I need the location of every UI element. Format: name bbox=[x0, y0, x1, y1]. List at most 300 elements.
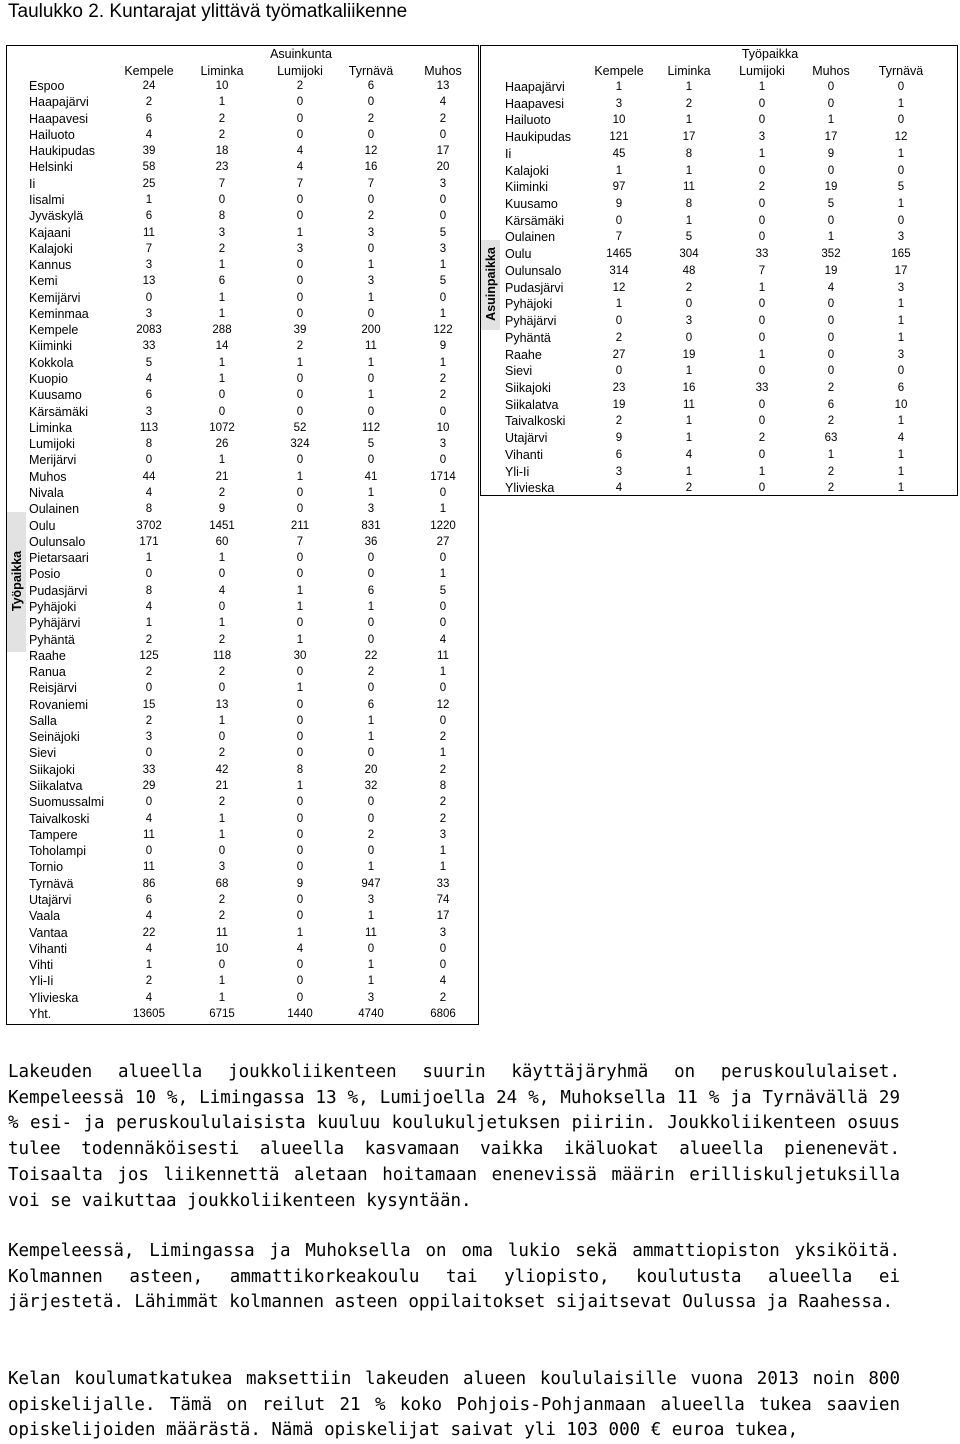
table-cell: 1 bbox=[218, 617, 226, 630]
row-label: Pudasjärvi bbox=[29, 583, 88, 598]
table-cell: 0 bbox=[758, 398, 766, 411]
table-row bbox=[481, 347, 957, 364]
table-cell: 3 bbox=[439, 438, 447, 451]
table-row bbox=[7, 111, 478, 127]
table-cell: 20 bbox=[436, 161, 450, 174]
row-label: Seinäjoki bbox=[29, 730, 80, 745]
table-cell: 33 bbox=[142, 340, 156, 353]
table-cell: 4 bbox=[218, 584, 226, 597]
row-label: Pyhäjoki bbox=[29, 599, 77, 614]
table-row bbox=[7, 550, 478, 566]
table-cell: 2 bbox=[218, 666, 226, 679]
table-cell: 0 bbox=[296, 731, 304, 744]
table-cell: 0 bbox=[827, 81, 835, 93]
row-label: Kuopio bbox=[29, 372, 68, 387]
table-cell: 0 bbox=[439, 942, 447, 955]
table-cell: 0 bbox=[218, 193, 226, 206]
table-cell: 33 bbox=[436, 877, 450, 890]
table-cell: 0 bbox=[758, 482, 766, 495]
table-cell: 21 bbox=[215, 470, 229, 483]
table-row bbox=[7, 876, 478, 892]
table-cell: 5 bbox=[827, 198, 835, 211]
table-cell: 0 bbox=[758, 331, 766, 344]
table-cell: 0 bbox=[439, 128, 447, 141]
table-cell: 3 bbox=[615, 465, 623, 478]
row-label: Oulainen bbox=[29, 502, 80, 517]
table-row bbox=[7, 322, 478, 338]
table-row bbox=[7, 859, 478, 875]
table-cell: 17 bbox=[436, 145, 450, 158]
table-cell: 0 bbox=[296, 666, 304, 679]
table-cell: 4 bbox=[145, 373, 153, 386]
table-cell: 12 bbox=[436, 698, 450, 711]
table-cell: 8 bbox=[145, 584, 153, 597]
table-cell: 1 bbox=[615, 81, 623, 93]
table-cell: 1072 bbox=[209, 421, 235, 434]
table-cell: 1 bbox=[439, 845, 447, 858]
table-row bbox=[7, 973, 478, 989]
table-cell: 0 bbox=[439, 193, 447, 206]
table-cell: 1 bbox=[827, 114, 835, 127]
row-label: Jyväskylä bbox=[29, 209, 84, 224]
table-cell: 2 bbox=[439, 112, 447, 125]
table-cell: 1 bbox=[218, 454, 226, 467]
table-row bbox=[7, 159, 478, 175]
table-cell: 0 bbox=[758, 415, 766, 428]
table-cell: 4 bbox=[897, 432, 905, 445]
table-cell: 19 bbox=[824, 181, 838, 194]
table-cell: 0 bbox=[296, 552, 304, 565]
table-cell: 1 bbox=[218, 714, 226, 727]
table-cell: 2 bbox=[296, 340, 304, 353]
table-cell: 1 bbox=[615, 298, 623, 311]
table-cell: 1 bbox=[145, 617, 153, 630]
table-row bbox=[7, 941, 478, 957]
table-row bbox=[7, 778, 478, 794]
side-label: Asuinpaikka bbox=[484, 247, 498, 321]
column-header: Kempele bbox=[594, 64, 644, 78]
table-cell: 1 bbox=[218, 975, 226, 988]
row-label: Tyrnävä bbox=[29, 876, 74, 891]
row-label: Ii bbox=[29, 176, 36, 191]
table-cell: 211 bbox=[290, 519, 310, 532]
table-cell: 0 bbox=[827, 365, 835, 378]
table-row bbox=[7, 583, 478, 599]
table-cell: 10 bbox=[612, 114, 626, 127]
table-cell: 2 bbox=[145, 714, 153, 727]
table-cell: 1 bbox=[296, 926, 304, 939]
table-cell: 36 bbox=[364, 535, 378, 548]
table-cell: 13605 bbox=[133, 1007, 165, 1020]
table-cell: 1 bbox=[218, 812, 226, 825]
table-cell: 2 bbox=[218, 112, 226, 125]
table-row bbox=[7, 143, 478, 159]
table-cell: 0 bbox=[145, 291, 153, 304]
row-label: Muhos bbox=[29, 469, 67, 484]
row-label: Utajärvi bbox=[29, 893, 72, 907]
table-cell: 0 bbox=[367, 96, 375, 109]
table-cell: 17 bbox=[894, 264, 908, 277]
table-cell: 2 bbox=[367, 828, 375, 841]
table-cell: 27 bbox=[436, 535, 450, 548]
row-label: Lumijoki bbox=[29, 437, 75, 452]
table-cell: 113 bbox=[139, 421, 159, 434]
table-cell: 13 bbox=[215, 698, 229, 711]
table-cell: 1 bbox=[897, 97, 905, 110]
table-cell: 7 bbox=[296, 177, 304, 190]
table-cell: 0 bbox=[367, 633, 375, 646]
row-label: Reisjärvi bbox=[29, 681, 77, 696]
table-cell: 3 bbox=[367, 503, 375, 516]
row-label: Siikalatva bbox=[29, 779, 83, 794]
table-row bbox=[481, 296, 957, 313]
row-label: Haapajärvi bbox=[29, 95, 89, 110]
table-cell: 0 bbox=[758, 315, 766, 328]
table-cell: 0 bbox=[145, 568, 153, 581]
table-cell: 2 bbox=[615, 415, 623, 428]
table-cell: 6 bbox=[367, 584, 375, 597]
row-label: Hailuoto bbox=[505, 113, 551, 128]
row-label: Kärsämäki bbox=[29, 404, 89, 419]
table-row bbox=[7, 452, 478, 468]
table-row bbox=[481, 229, 957, 246]
table-cell: 1 bbox=[145, 959, 153, 972]
table-cell: 7 bbox=[218, 177, 226, 190]
table-cell: 8 bbox=[685, 147, 693, 160]
table-cell: 48 bbox=[682, 264, 696, 277]
row-label: Espoo bbox=[29, 79, 65, 93]
paragraph: Kelan koulumatkatukea maksettiin lakeuden alueen koululaisille vuona 2013 noin 800 opiskelijalle. Tämä on reilut 21 % koko Pohjois-Pohjanmaan alueella tukea saavien opiskelijoiden määrästä. Nämä opiskelijat saivat yli 103 000 € euroa tukea, bbox=[8, 1369, 900, 1441]
table-cell: 352 bbox=[821, 248, 841, 261]
table-cell: 1 bbox=[367, 731, 375, 744]
table-cell: 2 bbox=[145, 666, 153, 679]
table-cell: 0 bbox=[296, 389, 304, 402]
table-cell: 68 bbox=[215, 877, 229, 890]
table-cell: 2 bbox=[296, 80, 304, 92]
table-cell: 200 bbox=[361, 324, 381, 337]
row-label: Taivalkoski bbox=[29, 811, 90, 826]
table-cell: 1 bbox=[685, 365, 693, 378]
row-label: Kemi bbox=[29, 274, 58, 289]
table-row bbox=[7, 957, 478, 973]
table-row bbox=[7, 566, 478, 582]
table-cell: 1 bbox=[367, 389, 375, 402]
row-label: Vantaa bbox=[29, 925, 68, 940]
group-header: Työpaikka bbox=[741, 47, 799, 61]
table-cell: 1 bbox=[758, 147, 766, 160]
table-cell: 0 bbox=[296, 991, 304, 1004]
column-header: Tyrnävä bbox=[878, 64, 924, 78]
row-label: Kiiminki bbox=[505, 180, 549, 195]
table-cell: 0 bbox=[897, 164, 905, 177]
table-cell: 3 bbox=[367, 894, 375, 906]
table-cell: 22 bbox=[364, 649, 378, 662]
table-cell: 0 bbox=[758, 114, 766, 127]
table-cell: 1 bbox=[685, 164, 693, 177]
table-cell: 6 bbox=[827, 398, 835, 411]
table-cell: 1 bbox=[439, 861, 447, 874]
table-cell: 5 bbox=[145, 356, 153, 369]
table-cell: 0 bbox=[439, 714, 447, 727]
table-cell: 1465 bbox=[606, 248, 632, 261]
table-row bbox=[481, 280, 957, 297]
table-cell: 9 bbox=[296, 877, 304, 890]
row-label: Oulunsalo bbox=[505, 263, 562, 278]
row-label: Siikalatva bbox=[505, 397, 559, 412]
table-cell: 0 bbox=[367, 454, 375, 467]
table-cell: 4 bbox=[615, 482, 623, 495]
table-row bbox=[7, 599, 478, 615]
table-row bbox=[7, 404, 478, 420]
table-cell: 0 bbox=[685, 331, 693, 344]
table-cell: 5 bbox=[439, 584, 447, 597]
table-cell: 0 bbox=[296, 861, 304, 874]
row-label: Kemijärvi bbox=[29, 290, 81, 305]
table-cell: 0 bbox=[218, 845, 226, 858]
row-label: Oulu bbox=[29, 518, 56, 533]
table-cell: 0 bbox=[439, 959, 447, 972]
table-row bbox=[481, 480, 957, 497]
table-cell: 1 bbox=[897, 298, 905, 311]
table-cell: 0 bbox=[439, 600, 447, 613]
table-cell: 1 bbox=[296, 633, 304, 646]
table-cell: 1 bbox=[897, 198, 905, 211]
table-cell: 19 bbox=[612, 398, 626, 411]
table-cell: 0 bbox=[145, 845, 153, 858]
table-cell: 2 bbox=[439, 373, 447, 386]
row-label: Posio bbox=[29, 567, 61, 582]
table-cell: 1 bbox=[827, 231, 835, 244]
table-cell: 6 bbox=[145, 112, 153, 125]
table-cell: 1 bbox=[218, 552, 226, 565]
table-cell: 0 bbox=[218, 600, 226, 613]
table-cell: 12 bbox=[894, 131, 908, 144]
table-cell: 165 bbox=[891, 248, 911, 261]
table-cell: 0 bbox=[296, 487, 304, 499]
table-cell: 97 bbox=[612, 181, 626, 194]
table-cell: 2 bbox=[145, 96, 153, 109]
column-header: Muhos bbox=[812, 64, 850, 78]
table-cell: 0 bbox=[439, 487, 447, 499]
table-cell: 1 bbox=[685, 214, 693, 227]
table-cell: 8 bbox=[145, 503, 153, 516]
table-cell: 4 bbox=[296, 145, 304, 158]
table-cell: 0 bbox=[296, 714, 304, 727]
table-cell: 1 bbox=[218, 307, 226, 320]
row-label: Pietarsaari bbox=[29, 551, 89, 566]
table-cell: 1 bbox=[615, 164, 623, 177]
row-label: Salla bbox=[29, 713, 57, 728]
table-cell: 17 bbox=[436, 910, 450, 923]
table-row bbox=[7, 127, 478, 143]
table-row bbox=[7, 648, 478, 664]
row-label: Oulunsalo bbox=[29, 534, 86, 549]
row-label: Kokkola bbox=[29, 355, 74, 370]
table-cell: 0 bbox=[296, 698, 304, 711]
table-cell: 0 bbox=[296, 503, 304, 516]
table-cell: 1 bbox=[827, 448, 835, 461]
table-row bbox=[7, 697, 478, 713]
table-cell: 8 bbox=[145, 438, 153, 451]
table-cell: 5 bbox=[685, 231, 693, 244]
table-cell: 6 bbox=[218, 275, 226, 288]
row-label: Kajaani bbox=[29, 225, 71, 240]
table-cell: 4 bbox=[296, 161, 304, 174]
table-cell: 0 bbox=[439, 682, 447, 695]
table-cell: 33 bbox=[755, 381, 769, 394]
table-cell: 0 bbox=[367, 812, 375, 825]
row-label: Haukipudas bbox=[505, 130, 572, 145]
table-cell: 1 bbox=[218, 373, 226, 386]
table-cell: 2 bbox=[218, 796, 226, 809]
table-cell: 0 bbox=[758, 214, 766, 227]
table-cell: 0 bbox=[367, 405, 375, 418]
table-cell: 0 bbox=[145, 454, 153, 467]
table-cell: 304 bbox=[679, 248, 699, 261]
table-row bbox=[481, 112, 957, 129]
table-cell: 4 bbox=[145, 991, 153, 1004]
table-cell: 1 bbox=[367, 975, 375, 988]
row-label: Raahe bbox=[505, 347, 542, 362]
table-cell: 3 bbox=[897, 231, 905, 244]
table-cell: 0 bbox=[367, 128, 375, 141]
table-row bbox=[7, 794, 478, 810]
table-cell: 2 bbox=[367, 666, 375, 679]
table-cell: 1 bbox=[296, 682, 304, 695]
table-cell: 0 bbox=[367, 617, 375, 630]
table-row bbox=[481, 96, 957, 113]
paragraph: Lakeuden alueella joukkoliikenteen suurin käyttäjäryhmä on peruskoululaiset. Kempeleessä 10 %, Limingassa 13 %, Lumijoella 24 %, Muhoksella 11 % ja Tyrnävällä 29 % esi- ja peruskoululaisista kuuluu koulukuljetuksen piiriin. Joukkoliikenteen osuus tulee todennäköisesti alueella kasvamaan vaikka ikäluokat alueella pienenevät. Toisaalta jos liikennettä aletaan hoitamaan enenevissä määrin erilliskuljetuksilla voi se vaikuttaa joukkoliikenteen kysyntään. bbox=[8, 1062, 900, 1211]
table-cell: 10 bbox=[215, 80, 229, 92]
table-cell: 3 bbox=[439, 177, 447, 190]
table-cell: 6715 bbox=[209, 1007, 235, 1020]
table-cell: 0 bbox=[296, 96, 304, 109]
table-row bbox=[7, 729, 478, 745]
table-cell: 0 bbox=[296, 193, 304, 206]
table-cell: 0 bbox=[218, 389, 226, 402]
table-cell: 3 bbox=[145, 307, 153, 320]
table-cell: 17 bbox=[824, 131, 838, 144]
table-cell: 1 bbox=[296, 470, 304, 483]
table-cell: 3 bbox=[367, 226, 375, 239]
row-label: Ii bbox=[505, 146, 512, 161]
table-cell: 118 bbox=[212, 649, 232, 662]
table-cell: 12 bbox=[364, 145, 378, 158]
table-cell: 4 bbox=[685, 448, 693, 461]
table-row bbox=[7, 632, 478, 648]
table-row bbox=[7, 355, 478, 371]
table-cell: 2 bbox=[439, 763, 447, 776]
table-cell: 4 bbox=[145, 942, 153, 955]
table-cell: 4740 bbox=[358, 1007, 384, 1020]
table-cell: 0 bbox=[218, 682, 226, 695]
row-label: Suomussalmi bbox=[29, 795, 105, 810]
row-label: Vihanti bbox=[29, 941, 67, 956]
table-cell: 10 bbox=[215, 942, 229, 955]
table-cell: 0 bbox=[218, 568, 226, 581]
table-row bbox=[481, 179, 957, 196]
table-row bbox=[7, 469, 478, 485]
table-cell: 1 bbox=[367, 600, 375, 613]
table-cell: 1440 bbox=[287, 1007, 313, 1020]
table-cell: 12 bbox=[612, 281, 626, 294]
row-label: Ylivieska bbox=[29, 990, 79, 1005]
table-cell: 13 bbox=[142, 275, 156, 288]
table-cell: 11 bbox=[683, 398, 695, 411]
table-cell: 2 bbox=[145, 633, 153, 646]
table-row bbox=[7, 176, 478, 192]
table-cell: 3 bbox=[367, 275, 375, 288]
row-label: Pudasjärvi bbox=[505, 280, 564, 295]
table-cell: 1 bbox=[218, 291, 226, 304]
table-cell: 3 bbox=[296, 242, 304, 255]
table-cell: 6 bbox=[897, 381, 905, 394]
table-cell: 58 bbox=[142, 161, 156, 174]
row-label: Rovaniemi bbox=[29, 697, 89, 712]
table-row bbox=[7, 78, 478, 94]
table-cell: 1 bbox=[758, 81, 766, 93]
column-header: Liminka bbox=[667, 64, 711, 78]
table-cell: 11 bbox=[365, 926, 377, 939]
table-cell: 1 bbox=[439, 666, 447, 679]
table-cell: 3 bbox=[897, 348, 905, 361]
table-cell: 0 bbox=[296, 307, 304, 320]
table-cell: 4 bbox=[439, 975, 447, 988]
table-cell: 0 bbox=[296, 894, 304, 906]
table-cell: 15 bbox=[142, 698, 156, 711]
table-cell: 0 bbox=[145, 747, 153, 760]
table-cell: 1 bbox=[367, 291, 375, 304]
table-row bbox=[481, 163, 957, 180]
table-cell: 2 bbox=[439, 731, 447, 744]
table-cell: 0 bbox=[827, 348, 835, 361]
table-cell: 1220 bbox=[430, 519, 456, 532]
table-cell: 0 bbox=[685, 298, 693, 311]
table-cell: 1451 bbox=[209, 519, 235, 532]
table-cell: 0 bbox=[296, 959, 304, 972]
table-cell: 0 bbox=[897, 214, 905, 227]
table-cell: 18 bbox=[215, 145, 229, 158]
row-label: Kannus bbox=[29, 258, 72, 273]
table-cell: 11 bbox=[437, 649, 449, 662]
table-cell: 0 bbox=[367, 568, 375, 581]
table-cell: 9 bbox=[615, 198, 623, 211]
table-cell: 39 bbox=[293, 324, 307, 337]
table-row bbox=[7, 290, 478, 306]
table-cell: 3 bbox=[615, 97, 623, 110]
table-cell: 3 bbox=[897, 281, 905, 294]
table-cell: 6 bbox=[367, 698, 375, 711]
table-cell: 0 bbox=[615, 365, 623, 378]
table-cell: 0 bbox=[758, 365, 766, 378]
table-row bbox=[481, 447, 957, 464]
row-label: Haapavesi bbox=[29, 111, 89, 126]
table-cell: 14 bbox=[215, 340, 229, 353]
table-cell: 0 bbox=[296, 259, 304, 272]
table-cell: 0 bbox=[827, 331, 835, 344]
table-cell: 324 bbox=[290, 438, 310, 451]
row-label: Yht. bbox=[29, 1006, 52, 1021]
table-row bbox=[481, 213, 957, 230]
table-cell: 1 bbox=[685, 415, 693, 428]
table-cell: 2 bbox=[145, 975, 153, 988]
table-row bbox=[7, 306, 478, 322]
table-cell: 3 bbox=[218, 226, 226, 239]
table-cell: 122 bbox=[433, 324, 453, 337]
table-cell: 2 bbox=[685, 482, 693, 495]
table-cell: 1 bbox=[218, 828, 226, 841]
table-cell: 52 bbox=[293, 421, 307, 434]
